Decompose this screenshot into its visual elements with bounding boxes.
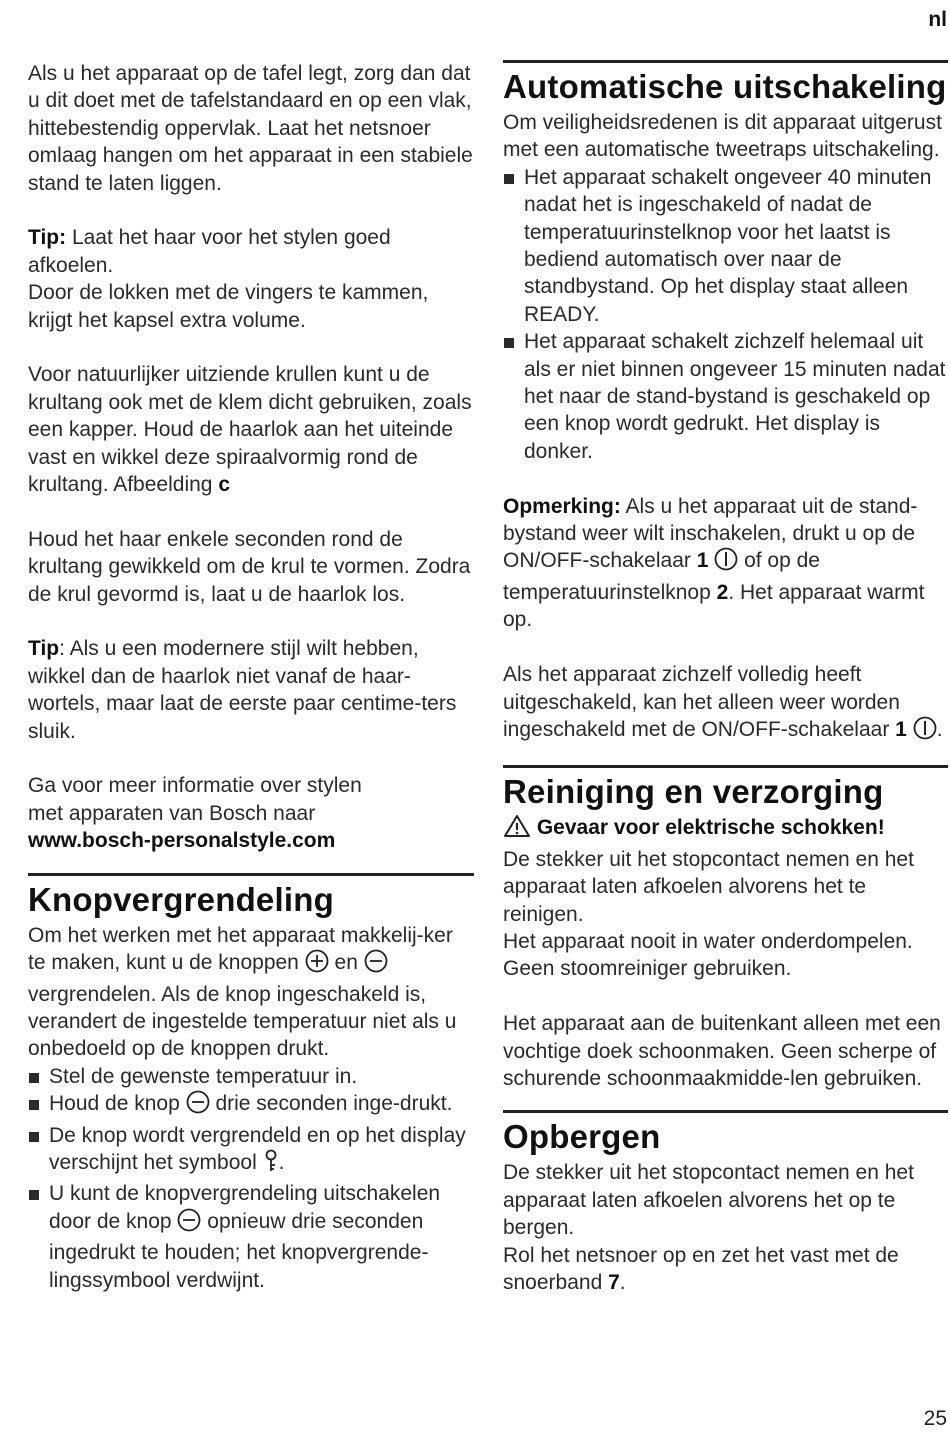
key-icon — [263, 1149, 279, 1180]
list-item: Stel de gewenste temperatuur in. — [28, 1063, 474, 1090]
paragraph-no-water: Het apparaat nooit in water onderdompelen. Geen stoomreiniger gebruiken. — [503, 929, 913, 981]
figure-ref: c — [218, 473, 230, 497]
auto-off-steps — [503, 164, 948, 465]
minus-circle-icon — [364, 949, 388, 980]
paragraph-auto-off-intro: Om veiligheidsredenen is dit apparaat uitgerust met een automatische tweetraps uitschakeling. — [503, 111, 942, 162]
paragraph-button-lock: Om het werken met het apparaat makkelij-ker te maken, kunt u de knoppen en vergrendelen. Als de knop ingeschakeld is, verandert de ingestelde temperatuur niet als u onbedoeld op de knoppen drukt. — [28, 923, 457, 1061]
minus-circle-icon — [177, 1208, 201, 1239]
paragraph-natural-curls: Voor natuurlijker uitziende krullen kunt u de krultang ook met de klem dicht gebruiken, zoals een kapper. Houd de haarlok aan het uiteinde vast en wikkel deze spiraalvormig rond de krultang. Afbeelding c — [28, 363, 472, 497]
warning-electric-shock: Gevaar voor elektrische schokken! — [503, 814, 948, 845]
language-code: nl — [928, 8, 947, 31]
warning-triangle-icon — [503, 814, 531, 845]
left-column — [28, 60, 474, 1294]
minus-circle-icon — [186, 1090, 210, 1121]
page-number: 25 — [923, 1407, 947, 1430]
tip-cooling: Tip: Laat het haar voor het stylen goed afkoelen. — [28, 226, 391, 277]
right-column — [503, 60, 948, 1296]
list-item: Het apparaat schakelt ongeveer 40 minuten nadat het is ingeschakeld of nadat de temperatuurinstelknop voor het laatst is bediend automatisch over naar de standbystand. Op het display staat alleen READY. — [503, 164, 948, 328]
plus-circle-icon — [305, 949, 329, 980]
power-icon — [714, 547, 738, 578]
section-title-knopvergrendeling: Knopvergrendeling — [28, 873, 474, 922]
paragraph-volume: Door de lokken met de vingers te kammen, krijgt het kapsel extra volume. — [28, 281, 429, 332]
paragraph-clean-outside: Het apparaat aan de buitenkant alleen met een vochtige doek schoonmaken. Geen scherpe of schurende schoonmaakmidde-len gebruiken. — [503, 1012, 941, 1090]
section-title-reiniging: Reiniging en verzorging — [503, 765, 948, 814]
section-title-opbergen: Opbergen — [503, 1110, 948, 1159]
list-item: U kunt de knopvergrendeling uitschakelen door de knop opnieuw drie seconden ingedrukt te houden; het knopvergrende-lingssymbool verdwijnt. — [28, 1180, 474, 1294]
paragraph-unplug-cool: De stekker uit het stopcontact nemen en het apparaat laten afkoelen alvorens het te reinigen. — [503, 847, 914, 926]
website-link[interactable]: www.bosch-personalstyle.com — [28, 829, 336, 853]
button-lock-steps — [28, 1063, 474, 1294]
paragraph-cord-storage: Rol het netsnoer op en zet het vast met de snoerband 7. — [503, 1243, 899, 1294]
paragraph-more-info: Ga voor meer informatie over stylen met apparaten van Bosch naar www.bosch-personalstyle.com — [28, 774, 362, 853]
tip-modern-style: Tip: Als u een modernere stijl wilt hebben, wikkel dan de haarlok niet vanaf de haar-wortels, maar laat de eerste paar centime-ters sluik. — [28, 637, 457, 743]
paragraph-unplug-store: De stekker uit het stopcontact nemen en het apparaat laten afkoelen alvorens het op te bergen. — [503, 1161, 914, 1240]
list-item: Houd de knop drie seconden inge-drukt. — [28, 1090, 474, 1121]
paragraph-hold-hair: Houd het haar enkele seconden rond de krultang gewikkeld om de krul te vormen. Zodra de krul gevormd is, laat u de haarlok los. — [28, 527, 471, 606]
power-icon — [913, 716, 937, 747]
paragraph-table-placement: Als u het apparaat op de tafel legt, zorg dan dat u dit doet met de tafelstandaard en op een vlak, hittebestendig oppervlak. Laat het netsnoer omlaag hangen om het apparaat in een stabiele stand te laten liggen. — [28, 62, 473, 195]
list-item: De knop wordt vergrendeld en op het display verschijnt het symbool . — [28, 1122, 474, 1181]
section-title-automatische-uitschakeling: Automatische uitschakeling — [503, 60, 948, 109]
note-standby: Opmerking: Als u het apparaat uit de stand-bystand weer wilt inschakelen, drukt u op de ON/OFF-schakelaar 1 of op de temperatuurinstelknop 2. Het apparaat warmt op. — [503, 494, 925, 632]
list-item: Het apparaat schakelt zichzelf helemaal uit als er niet binnen ongeveer 15 minuten nadat het naar de stand-bystand is geschakeld op een knop wordt gedrukt. Het display is donker. — [503, 328, 948, 465]
paragraph-full-off: Als het apparaat zichzelf volledig heeft uitgeschakeld, kan het alleen weer worden ingeschakeld met de ON/OFF-schakelaar 1 . — [503, 661, 948, 747]
